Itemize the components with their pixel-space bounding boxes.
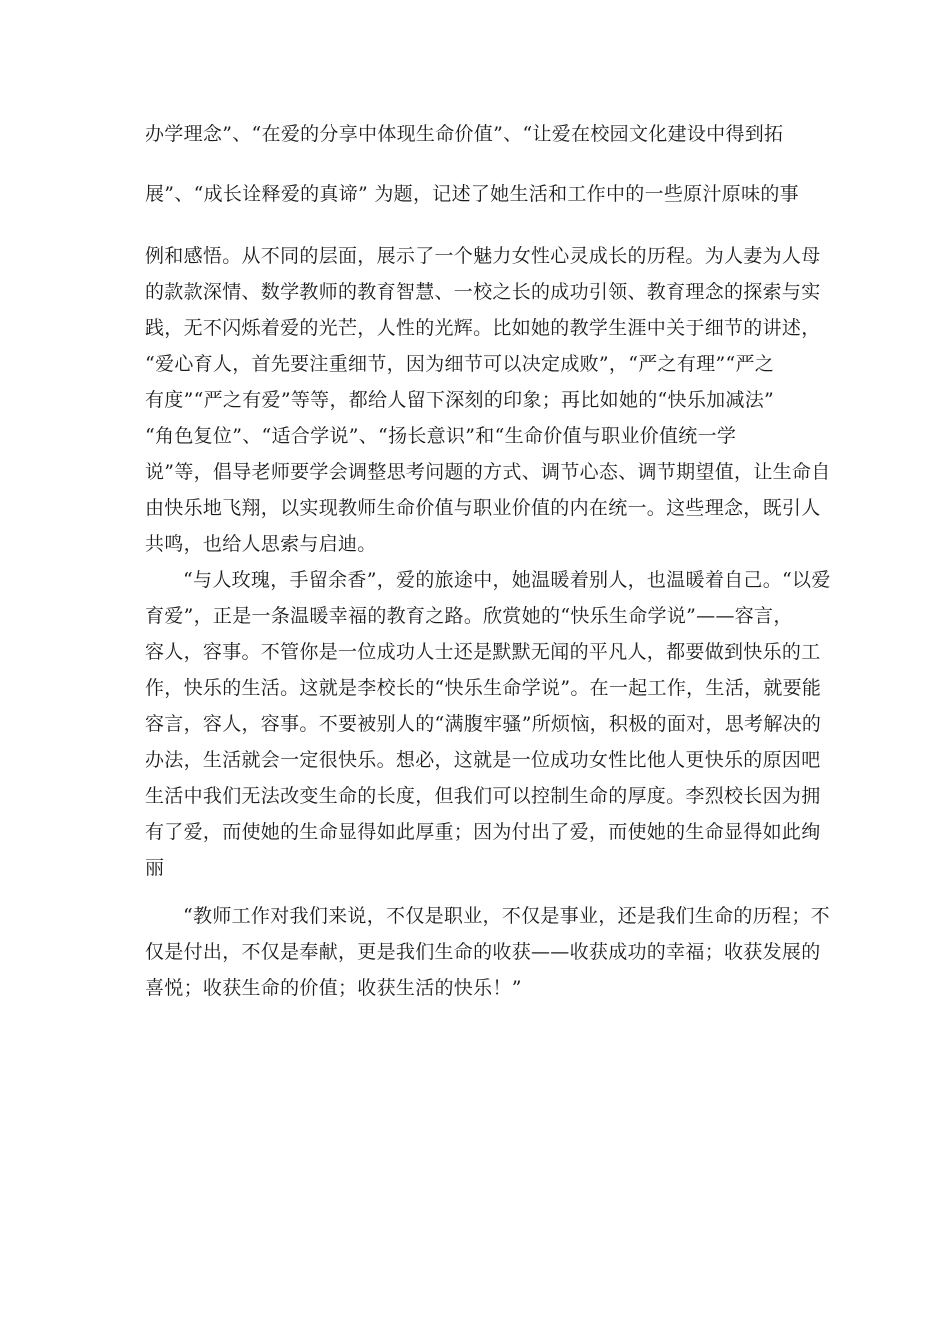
text-line: “爱心育人，首先要注重细节，因为细节可以决定成败”，“严之有理”“严之 [145, 353, 775, 375]
text-line: “教师工作对我们来说，不仅是职业，不仅是事业，还是我们生命的历程；不 [183, 905, 830, 927]
text-line: 办法，生活就会一定很快乐。想必，这就是一位成功女性比他人更快乐的原因吧 [145, 749, 821, 771]
text-line: 喜悦；收获生命的价值；收获生活的快乐！” [145, 977, 522, 999]
text-line: 例和感悟。从不同的层面，展示了一个魅力女性心灵成长的历程。为人妻为人母 [145, 245, 821, 267]
paragraph-1 [145, 238, 831, 562]
text-line: 说”等，倡导老师要学会调整思考问题的方式、调节心态、调节期望值，让生命自 [145, 461, 831, 483]
text-line: 丽 [145, 857, 165, 879]
text-line: 容人，容事。不管你是一位成功人士还是默默无闻的平凡人，都要做到快乐的工 [145, 641, 821, 663]
text-line: 践，无不闪烁着爱的光芒，人性的光辉。比如她的教学生涯中关于细节的讲述， [145, 317, 821, 339]
text-line: 的款款深情、数学教师的教育智慧、一校之长的成功引领、教育理念的探索与实 [145, 281, 821, 303]
text-line: 容言，容人，容事。不要被别人的“满腹牢骚”所烦恼，积极的面对，思考解决的 [145, 713, 822, 735]
text-line: 有了爱，而使她的生命显得如此厚重；因为付出了爱，而使她的生命显得如此绚 [145, 821, 821, 843]
paragraph-2 [145, 562, 831, 886]
text-line: “角色复位”、“适合学说”、“扬长意识”和“生命价值与职业价值统一学 [145, 425, 737, 447]
text-line: 育爱”，正是一条温暖幸福的教育之路。欣赏她的“快乐生命学说”——容言， [145, 605, 793, 627]
text-line: 仅是付出，不仅是奉献，更是我们生命的收获——收获成功的幸福；收获发展的 [145, 941, 821, 963]
text-line: 由快乐地飞翔，以实现教师生命价值与职业价值的内在统一。这些理念，既引人 [145, 497, 821, 519]
text-line: “与人玫瑰，手留余香”，爱的旅途中，她温暖着别人，也温暖着自己。“以爱 [183, 569, 831, 591]
continued-paragraph-top [145, 116, 810, 212]
paragraph-3 [145, 898, 830, 1006]
text-line: 作，快乐的生活。这就是李校长的“快乐生命学说”。在一起工作，生活，就要能 [145, 677, 822, 699]
text-line: 展”、“成长诠释爱的真谛” 为题，记述了她生活和工作中的一些原汁原味的事 [145, 183, 799, 205]
text-line: 共鸣，也给人思索与启迪。 [145, 533, 377, 555]
text-line: 有度”“严之有爱”等等，都给人留下深刻的印象；再比如她的“快乐加减法” [145, 389, 775, 411]
text-line: 生活中我们无法改变生命的长度，但我们可以控制生命的厚度。李烈校长因为拥 [145, 785, 821, 807]
text-line: 办学理念”、“在爱的分享中体现生命价值”、“让爱在校园文化建设中得到拓 [145, 123, 784, 145]
